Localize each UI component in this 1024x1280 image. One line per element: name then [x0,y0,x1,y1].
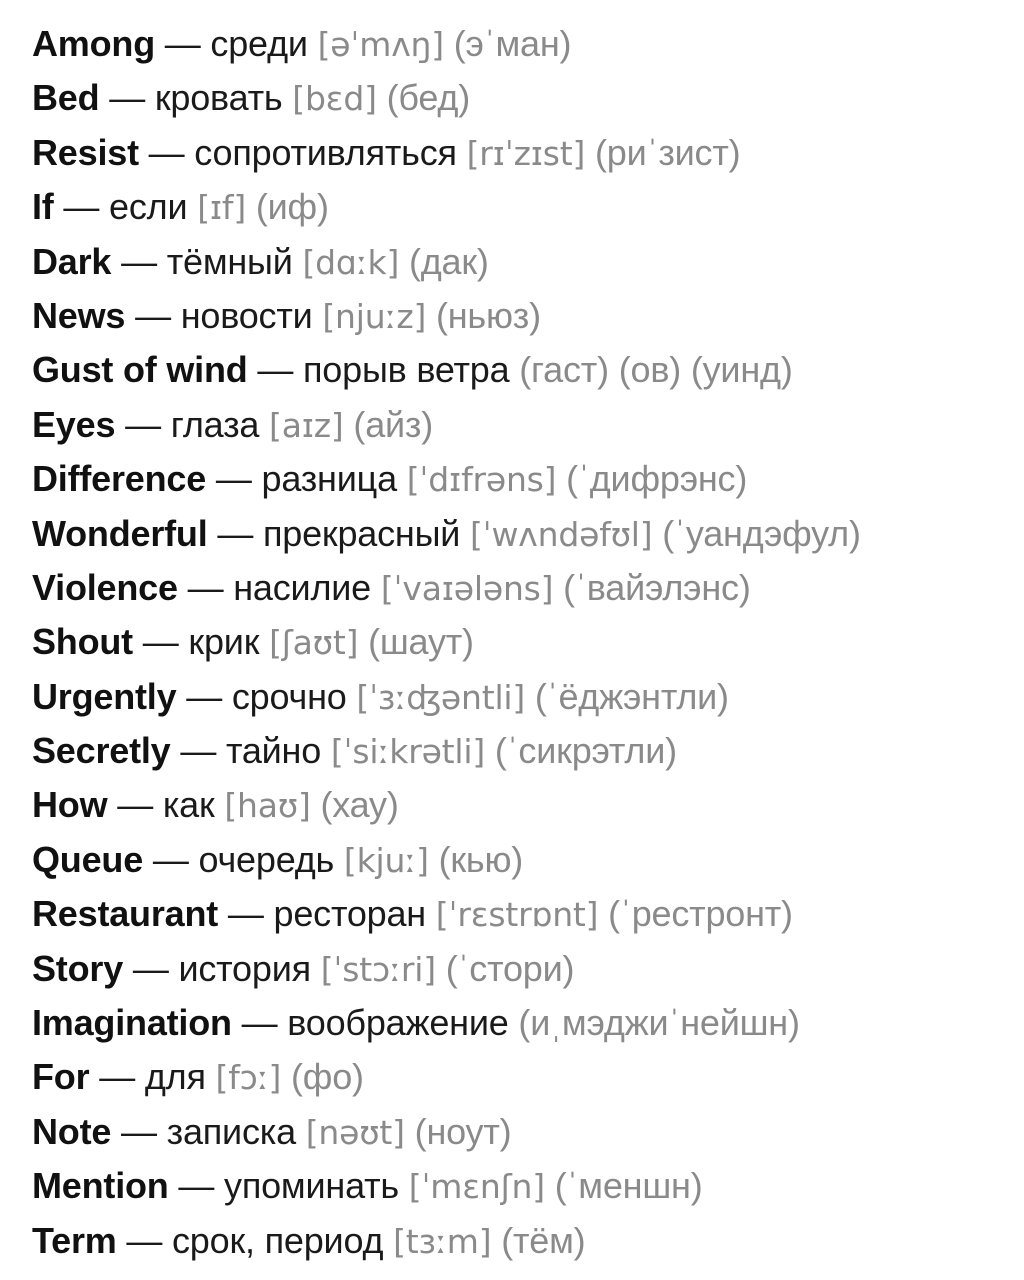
russian-translation: очередь [198,838,335,880]
russian-translation: тайно [225,730,322,772]
cyrillic-reading: (фо) [290,1056,364,1098]
vocab-entry [32,561,861,615]
vocab-entry [32,17,861,71]
ipa-transcription: [haʊ] [224,786,311,826]
dash: — [164,23,201,64]
dash: — [152,838,189,880]
english-word: Secretly [32,730,171,772]
russian-translation: как [162,784,215,826]
russian-translation: прекрасный [262,512,461,554]
ipa-transcription: [ˈsiːkrətli] [330,732,486,772]
vocab-entry [32,670,861,724]
english-word: Violence [32,566,178,608]
ipa-transcription: [nəʊt] [305,1112,405,1152]
english-word: Gust of wind [32,349,248,391]
vocab-entry [32,996,861,1050]
cyrillic-reading: (дак) [408,240,489,282]
cyrillic-reading: (айз) [353,403,434,445]
ipa-transcription: [aɪz] [269,405,344,445]
english-word: News [32,294,126,336]
russian-translation: срок, период [172,1219,384,1261]
english-word: Difference [32,458,207,500]
cyrillic-reading: (риˈзист) [595,131,741,173]
vocab-entry [32,942,861,996]
cyrillic-reading: (тём) [501,1219,586,1261]
vocabulary-list [32,17,861,1268]
vocab-entry [32,887,861,941]
cyrillic-reading: (ˈрестронт) [608,893,793,935]
english-word: Shout [32,621,133,663]
dash: — [142,621,179,663]
dash: — [121,1110,157,1152]
english-word: For [32,1056,90,1098]
dash: — [109,77,146,119]
dash: — [135,294,171,336]
english-word: Imagination [32,1002,232,1044]
dash: — [186,675,223,717]
ipa-transcription: [ˈrɛstrɒnt] [435,895,599,935]
english-word: Bed [32,77,100,119]
english-word: Dark [32,240,112,282]
cyrillic-reading: (эˈман) [453,23,572,64]
cyrillic-reading: (шаут) [368,621,474,663]
dash: — [257,349,294,391]
english-word: Wonderful [32,512,208,554]
vocab-entry [32,833,861,887]
english-word: Urgently [32,675,177,717]
cyrillic-reading: (ов) (уинд) [618,349,793,391]
dash: — [132,947,169,989]
dash: — [241,1002,278,1044]
cyrillic-reading: (кью) [438,838,524,880]
dash: — [180,730,217,772]
ipa-transcription: [tɜːm] [393,1221,492,1261]
russian-translation: срочно [231,675,347,717]
english-word: Resist [32,131,139,173]
russian-translation: записка [166,1110,296,1152]
vocab-entry [32,724,861,778]
ipa-transcription: [əˈmʌŋ] [317,25,444,64]
ipa-transcription: [ˈvaɪələns] [380,568,554,608]
english-word: Story [32,947,124,989]
cyrillic-reading: (ˈёджэнтли) [534,675,729,717]
russian-translation: сопротивляться [194,131,457,173]
vocab-entry [32,1214,861,1268]
cyrillic-reading: (ньюз) [435,294,541,336]
english-word: If [32,186,54,228]
dash: — [178,1165,215,1207]
vocab-entry [32,1105,861,1159]
ipa-transcription: [ˈwʌndəfʊl] [469,514,653,554]
cyrillic-reading: (иф) [255,186,329,228]
russian-translation: воображение [287,1002,509,1044]
dash: — [215,458,252,500]
cyrillic-reading: (хау) [320,784,399,826]
cyrillic-reading: (иˌмэджиˈнейшн) [518,1002,800,1044]
russian-translation: новости [180,294,313,336]
cyrillic-reading: (ˈменшн) [554,1165,703,1207]
cyrillic-reading: (ˈвайэлэнс) [563,566,751,608]
vocab-entry [32,1050,861,1104]
english-word: Note [32,1110,112,1152]
dash: — [217,512,254,554]
ipa-transcription: [ˈdɪfrəns] [406,460,557,500]
dash: — [63,186,100,228]
vocab-entry [32,452,861,506]
ipa-transcription: [ˈɜːʤəntli] [356,677,526,717]
vocab-entry [32,343,861,397]
english-word: Queue [32,838,144,880]
cyrillic-reading: (ˈсикрэтли) [494,730,677,772]
english-word: Among [32,23,155,64]
vocab-entry [32,235,861,289]
ipa-transcription: [ˈmɛnʃn] [408,1167,545,1207]
russian-translation: разница [261,458,397,500]
russian-translation: среди [210,23,308,64]
cyrillic-reading: (ˈуандэфул) [662,512,861,554]
ipa-transcription: [kjuː] [343,840,429,880]
english-word: Mention [32,1165,169,1207]
russian-translation: для [144,1056,206,1098]
english-word: Term [32,1219,117,1261]
cyrillic-reading: (бед) [386,77,470,119]
russian-translation: ресторан [273,893,426,935]
dash: — [227,893,264,935]
dash: — [99,1056,136,1098]
vocab-entry [32,289,861,343]
dash: — [125,403,161,445]
vocab-entry [32,615,861,669]
russian-translation: крик [188,621,260,663]
vocab-entry [32,778,861,832]
ipa-transcription: [ʃaʊt] [269,623,359,663]
vocab-entry [32,126,861,180]
cyrillic-reading: (гаст) [519,349,609,391]
russian-translation: история [178,947,311,989]
ipa-transcription: [ɪf] [197,188,247,228]
russian-translation: кровать [154,77,283,119]
russian-translation: упоминать [224,1165,399,1207]
russian-translation: тёмный [166,240,293,282]
vocab-entry [32,398,861,452]
english-word: Restaurant [32,893,219,935]
vocab-entry [32,71,861,125]
vocab-entry [32,180,861,234]
vocab-entry [32,507,861,561]
ipa-transcription: [ˈstɔːri] [320,949,436,989]
english-word: How [32,784,108,826]
dash: — [126,1219,163,1261]
dash: — [117,784,154,826]
ipa-transcription: [bɛd] [292,79,377,119]
vocab-entry [32,1159,861,1213]
cyrillic-reading: (ноут) [414,1110,512,1152]
cyrillic-reading: (ˈдифрэнс) [566,458,748,500]
ipa-transcription: [dɑːk] [302,242,400,282]
russian-translation: насилие [233,566,371,608]
ipa-transcription: [njuːz] [322,296,427,336]
ipa-transcription: [fɔː] [215,1058,282,1098]
cyrillic-reading: (ˈстори) [445,947,575,989]
russian-translation: если [109,186,188,228]
english-word: Eyes [32,403,116,445]
ipa-transcription: [rɪˈzɪst] [466,133,586,173]
russian-translation: порыв ветра [303,349,510,391]
dash: — [121,240,157,282]
russian-translation: глаза [170,403,260,445]
dash: — [187,566,224,608]
dash: — [148,131,185,173]
